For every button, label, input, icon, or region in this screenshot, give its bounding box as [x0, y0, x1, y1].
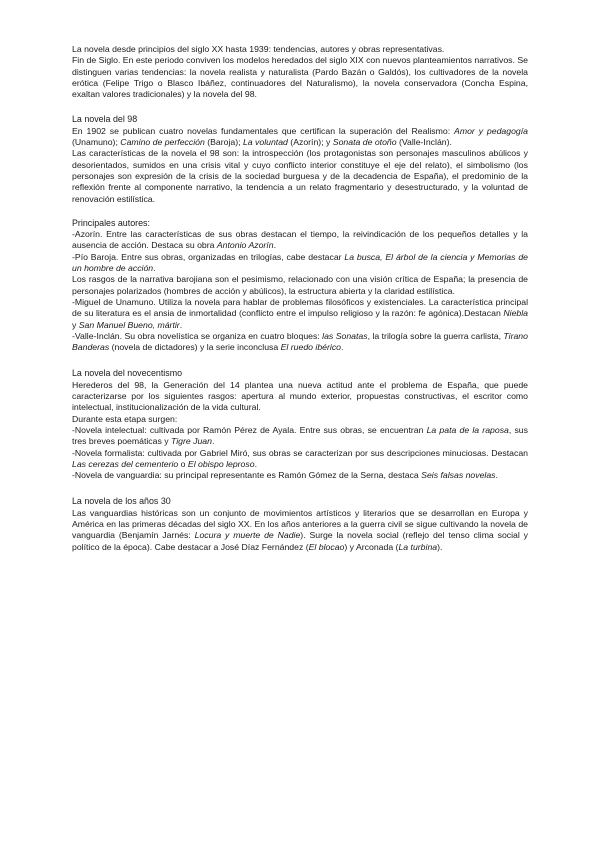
work-title: Las cerezas del cementerio [72, 458, 179, 469]
novela-formalista: -Novela formalista: cultivada por Gabriel Miró, sus obras se caracterizan por sus descripciones minuciosas. Destacan Las cerezas del cementerio o El obispo leproso. [72, 447, 528, 469]
section-heading-98: La novela del 98 [72, 114, 138, 125]
document-title: La novela desde principios del siglo XX hasta 1939: tendencias, autores y obras representativas. [72, 44, 445, 54]
work-title: Amor y pedagogía [454, 125, 528, 136]
novela-vanguardia: -Novela de vanguardia: su principal representante es Ramón Gómez de la Serna, destaca Seis falsas novelas. [72, 470, 498, 481]
section-heading-authors: Principales autores: [72, 217, 150, 228]
paragraph-surgen: Durante esta etapa surgen: [72, 413, 178, 424]
document-page [72, 44, 528, 553]
work-title: las Sonatas [322, 330, 368, 341]
novela-intelectual: -Novela intelectual: cultivada por Ramón Pérez de Ayala. Entre sus obras, se encuentran La pata de la raposa, sus tres breves poemáticas y Tigre Juan. [72, 424, 528, 447]
paragraph-98-characteristics: Las características de la novela el 98 son: la introspección (los protagonistas son personajes masculinos abúlicos y desorientados, sumidos en una crisis vital y cuyo conflicto interior constituye el eje del relato), el simbolismo (los personajes son expresión de la crisis de la sociedad burguesa y de la decadencia de España), el predominio de la reflexión frente al componente narrativo, la tendencia a un relato fragmentario y desestructurado, y la voluntad de renovación estilística. [72, 148, 528, 204]
work-title: Tigre Juan [170, 436, 212, 447]
work-title: Camino de perfección [120, 137, 205, 148]
work-title: San Manuel Bueno, mártir [78, 319, 180, 330]
work-title: Antonio Azorín [216, 240, 274, 251]
work-title: El obispo leproso [187, 458, 255, 469]
work-title: Sonata de otoño [332, 137, 397, 148]
paragraph-novecentismo: Herederos del 98, la Generación del 14 plantea una nueva actitud ante el problema de España, que puede caracterizarse por los siguientes rasgos: apertura al mundo exterior, propuestas constructivas, el escritor como intelectual, institucionalización de la vida cultural. [72, 379, 528, 413]
author-baroja: -Pío Baroja. Entre sus obras, organizadas en trilogías, cabe destacar La busca, El árbol de la ciencia y Memorias de un hombre de acción. [72, 251, 528, 274]
work-title: Seis falsas novelas [421, 470, 496, 481]
intro-paragraph: Fin de Siglo. En este periodo conviven los modelos heredados del siglo XIX con nuevos planteamientos narrativos. Se distinguen varias tendencias: la novela realista y naturalista (Pardo Bazán o Galdós), los cultivadores de la novela erótica (Felipe Trigo o Blasco Ibáñez, continuadores del Naturalismo), la novela conservadora (Concha Espina, exaltan valores tradicionales) y la novela del 98. [72, 55, 528, 100]
baroja-traits: Los rasgos de la narrativa barojiana son el pesimismo, relacionado con una visión crítica de España; la presencia de personajes polarizados (hombres de acción y abúlicos), la estructura abierta y la claridad estilística. [72, 274, 528, 296]
work-title: El ruedo ibérico [280, 342, 342, 353]
section-heading-anos-30: La novela de los años 30 [72, 496, 171, 507]
paragraph-98-novels: En 1902 se publican cuatro novelas fundamentales que certifican la superación del Realismo: Amor y pedagogía (Unamuno); Camino de perfección (Baroja); La voluntad (Azorín); y Sonata de otoño (Valle-Inclán). [72, 125, 528, 148]
work-title: La voluntad [242, 137, 288, 148]
work-title: Niebla [503, 308, 528, 319]
author-valle-inclan: -Valle-Inclán. Su obra novelística se organiza en cuatro bloques: las Sonatas, la trilogía sobre la guerra carlista, Tirano Banderas (novela de dictadores) y la serie inconclusa El ruedo ibérico. [72, 330, 528, 353]
paragraph-anos-30: Las vanguardias históricas son un conjunto de movimientos artísticos y literarios que se desarrollan en Europa y América en las primeras décadas del siglo XX. En los años anteriores a la guerra civil se sigue cultivando la novela de vanguardia (Benjamín Jarnés: Locura y muerte de Nadie). Surge la novela social (reflejo del tenso clima social y político de la época). Cabe destacar a José Díaz Fernández (El blocao) y Arconada (La turbina). [72, 507, 529, 552]
work-title: La busca, El árbol de la ciencia y Memorias de un hombre de acción [72, 251, 528, 274]
work-title: Tirano Banderas [72, 330, 528, 353]
work-title: Locura y muerte de Nadie [194, 530, 301, 541]
work-title: La pata de la raposa [426, 424, 509, 435]
section-heading-novecentismo: La novela del novecentismo [72, 368, 183, 379]
author-azorin: -Azorín. Entre las características de sus obras destacan el tiempo, la reivindicación de los pequeños detalles y la ausencia de acción. Destaca su obra Antonio Azorín. [72, 229, 528, 251]
work-title: El blocao [308, 541, 345, 552]
author-unamuno: -Miguel de Unamuno. Utiliza la novela para hablar de problemas filosóficos y existenciales. La característica principal de su literatura es el ansia de inmortalidad (conflicto entre el impulso religioso y la razón: fe agónica).Destacan Niebla y San Manuel Bueno, mártir. [72, 296, 528, 330]
work-title: La turbina [398, 541, 438, 552]
